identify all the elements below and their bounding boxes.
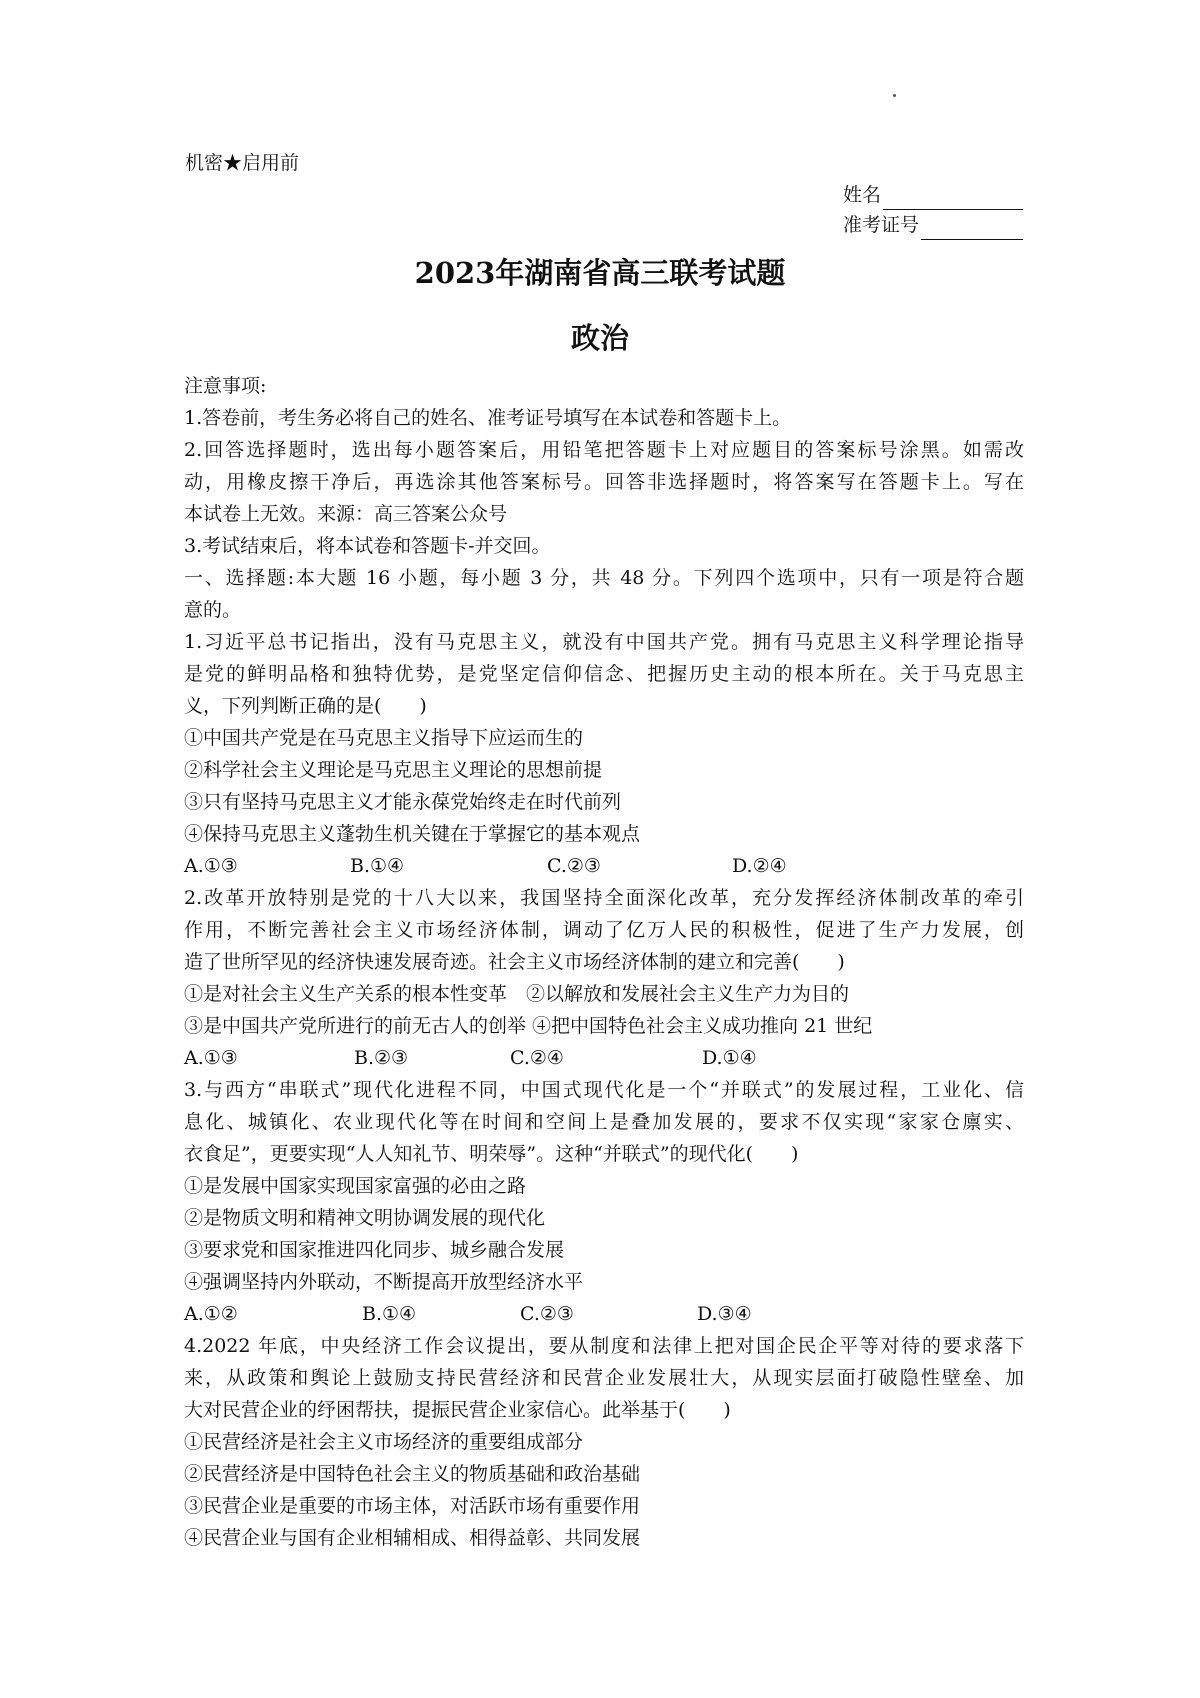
q2-statements-1-2: ①是对社会主义生产关系的根本性变革 ②以解放和发展社会主义生产力为目的: [184, 983, 850, 1005]
q4-statement-3: ③民营企业是重要的市场主体，对活跃市场有重要作用: [184, 1495, 641, 1517]
notice-item-2-line-2: 动，用橡皮擦干净后，再选涂其他答案标号。回答非选择题时，将答案写在答题卡上。写在: [184, 471, 1024, 493]
section-heading-line-1: 一、选择题:本大题 16 小题，每小题 3 分，共 48 分。下列四个选项中，只有一项是符合题: [184, 567, 1024, 589]
id-label: 准考证号: [843, 214, 920, 236]
notice-item-2-line-3: 本试卷上无效。来源：高三答案公众号: [184, 503, 508, 525]
q2-stem-line-2: 作用，不断完善社会主义市场经济体制，调动了亿万人民的积极性，促进了生产力发展，创: [184, 919, 1024, 941]
notice-heading: 注意事项:: [184, 375, 267, 397]
q3-statement-3: ③要求党和国家推进四化同步、城乡融合发展: [184, 1239, 565, 1261]
q3-statement-4: ④强调坚持内外联动，不断提高开放型经济水平: [184, 1271, 584, 1293]
name-label: 姓名: [843, 184, 882, 206]
q2-option-c[interactable]: C.②④: [510, 1047, 564, 1069]
q2-statements-3-4: ③是中国共产党所进行的前无古人的创举 ④把中国特色社会主义成功推向 21 世纪: [184, 1015, 873, 1037]
exam-title: 2023年湖南省高三联考试题: [414, 256, 786, 290]
name-field-row: [843, 180, 1023, 210]
q1-option-a[interactable]: A.①③: [184, 855, 238, 877]
notice-item-2-line-1: 2.回答选择题时，选出每小题答案后，用铅笔把答题卡上对应题目的答案标号涂黑。如需改: [184, 439, 1024, 461]
q4-stem-line-1: 4.2022 年底，中央经济工作会议提出，要从制度和法律上把对国企民企平等对待的要求落下: [184, 1335, 1024, 1357]
notice-item-1: 1.答卷前，考生务必将自己的姓名、准考证号填写在本试卷和答题卡上。: [184, 407, 792, 429]
q3-option-d[interactable]: D.③④: [697, 1303, 752, 1325]
q2-option-a[interactable]: A.①③: [184, 1047, 238, 1069]
candidate-fields: [843, 180, 1023, 240]
section-heading-line-2: 意的。: [184, 599, 242, 621]
q1-stem-line-1: 1.习近平总书记指出，没有马克思主义，就没有中国共产党。拥有马克思主义科学理论指导: [184, 631, 1024, 653]
q4-stem-line-2: 来，从政策和舆论上鼓励支持民营经济和民营企业发展壮大，从现实层面打破隐性壁垒、加: [184, 1367, 1024, 1389]
q3-option-b[interactable]: B.①④: [362, 1303, 417, 1325]
q3-statement-1: ①是发展中国家实现国家富强的必由之路: [184, 1175, 527, 1197]
id-blank[interactable]: [921, 217, 1023, 240]
q4-statement-4: ④民营企业与国有企业相辅相成、相得益彰、共同发展: [184, 1527, 641, 1549]
q1-statement-4: ④保持马克思主义蓬勃生机关键在于掌握它的基本观点: [184, 823, 641, 845]
q3-option-c[interactable]: C.②③: [520, 1303, 574, 1325]
id-field-row: [843, 210, 1023, 240]
q4-statement-2: ②民营经济是中国特色社会主义的物质基础和政治基础: [184, 1463, 641, 1485]
q3-stem-line-1: 3.与西方“串联式”现代化进程不同，中国式现代化是一个“并联式”的发展过程，工业化、信: [184, 1079, 1024, 1101]
q1-option-c[interactable]: C.②③: [547, 855, 601, 877]
q1-statement-3: ③只有坚持马克思主义才能永葆党始终走在时代前列: [184, 791, 622, 813]
q2-stem-line-3: 造了世所罕见的经济快速发展奇迹。社会主义市场经济体制的建立和完善( ): [184, 951, 845, 973]
q3-statement-2: ②是物质文明和精神文明协调发展的现代化: [184, 1207, 546, 1229]
q1-option-b[interactable]: B.①④: [350, 855, 405, 877]
q3-option-a[interactable]: A.①②: [184, 1303, 238, 1325]
q2-option-d[interactable]: D.①④: [702, 1047, 757, 1069]
q1-stem-line-2: 是党的鲜明品格和独特优势，是党坚定信仰信念、把握历史主动的根本所在。关于马克思主: [184, 663, 1024, 685]
q2-options: [184, 1042, 1024, 1074]
q4-statement-1: ①民营经济是社会主义市场经济的重要组成部分: [184, 1431, 584, 1453]
q2-option-b[interactable]: B.②③: [354, 1047, 409, 1069]
q1-options: [184, 850, 1024, 882]
q3-options: [184, 1298, 1024, 1330]
scan-dot: [893, 94, 896, 97]
confidential-label: 机密★启用前: [185, 152, 300, 174]
subject-title: 政治: [570, 321, 629, 355]
name-blank[interactable]: [883, 187, 1023, 210]
q1-statement-2: ②科学社会主义理论是马克思主义理论的思想前提: [184, 759, 603, 781]
notice-item-3: 3.考试结束后，将本试卷和答题卡-并交回。: [184, 535, 551, 557]
q1-statement-1: ①中国共产党是在马克思主义指导下应运而生的: [184, 727, 584, 749]
q1-stem-line-3: 义，下列判断正确的是( ): [184, 695, 427, 717]
q2-stem-line-1: 2.改革开放特别是党的十八大以来，我国坚持全面深化改革，充分发挥经济体制改革的牵引: [184, 887, 1024, 909]
q3-stem-line-3: 衣食足”，更要实现“人人知礼节、明荣辱”。这种“并联式”的现代化( ): [184, 1143, 799, 1165]
exam-body: [184, 370, 1024, 1554]
q3-stem-line-2: 息化、城镇化、农业现代化等在时间和空间上是叠加发展的，要求不仅实现“家家仓廪实、: [184, 1111, 1024, 1133]
q4-stem-line-3: 大对民营企业的纾困帮扶，提振民营企业家信心。此举基于( ): [184, 1399, 731, 1421]
q1-option-d[interactable]: D.②④: [732, 855, 787, 877]
